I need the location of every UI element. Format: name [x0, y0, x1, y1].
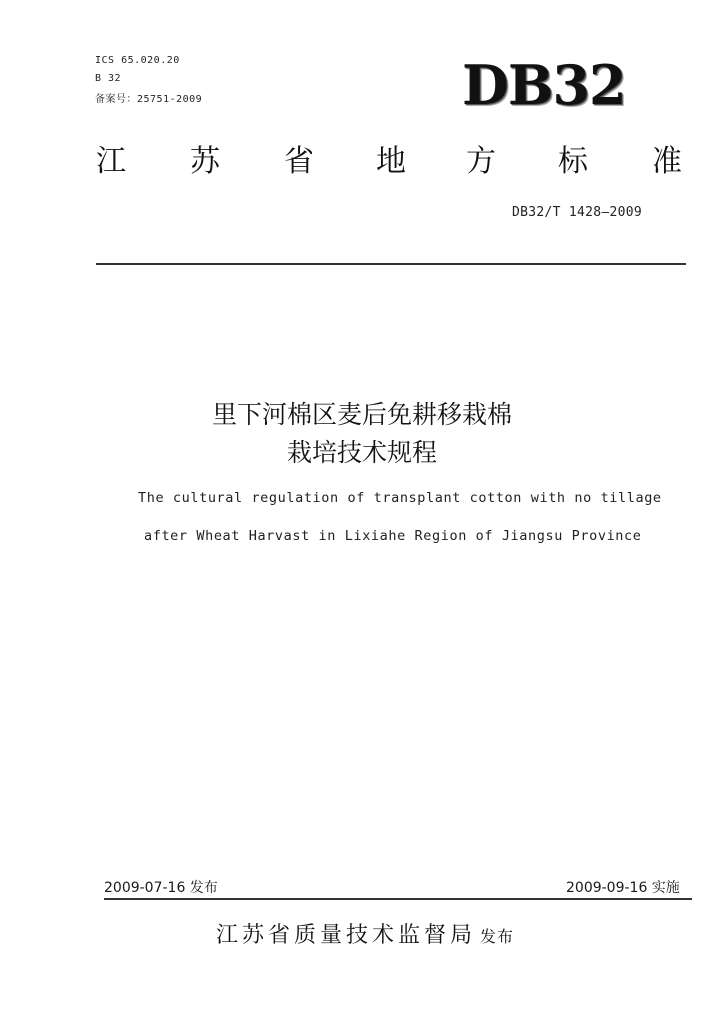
title-cn-line2: 栽培技术规程 [286, 438, 437, 467]
db32-logo: DB32 [462, 53, 626, 117]
standard-type-char: 标 [558, 144, 588, 179]
standard-type-char: 江 [96, 144, 126, 179]
filing-number: 备案号：25751-2009 [95, 94, 203, 105]
ics-code: ICS 65.020.20 [95, 55, 180, 66]
standard-type-char: 方 [466, 144, 496, 179]
category-code: B 32 [95, 73, 122, 84]
standard-type-char: 地 [376, 144, 406, 179]
bottom-divider [104, 898, 692, 900]
publisher [216, 918, 514, 949]
standard-type-char: 省 [284, 144, 314, 179]
issue-date: 2009-07-16 发布 [104, 880, 218, 896]
title-en-line2: after Wheat Harvast in Lixiahe Region of Jiangsu Province [144, 528, 642, 544]
publisher-suffix: 发布 [480, 927, 515, 946]
title-cn-line1: 里下河棉区麦后免耕移栽棉 [211, 400, 512, 429]
standard-type-char: 准 [652, 144, 682, 179]
implementation-date: 2009-09-16 实施 [566, 880, 680, 896]
standard-number: DB32/T 1428—2009 [512, 205, 643, 220]
standard-type-char: 苏 [190, 144, 220, 179]
publisher-name: 江苏省质量技术监督局 [216, 923, 477, 948]
top-divider [96, 263, 686, 265]
title-en-line1: The cultural regulation of transplant cotton with no tillage [138, 490, 662, 506]
standard-type-heading [96, 140, 688, 184]
